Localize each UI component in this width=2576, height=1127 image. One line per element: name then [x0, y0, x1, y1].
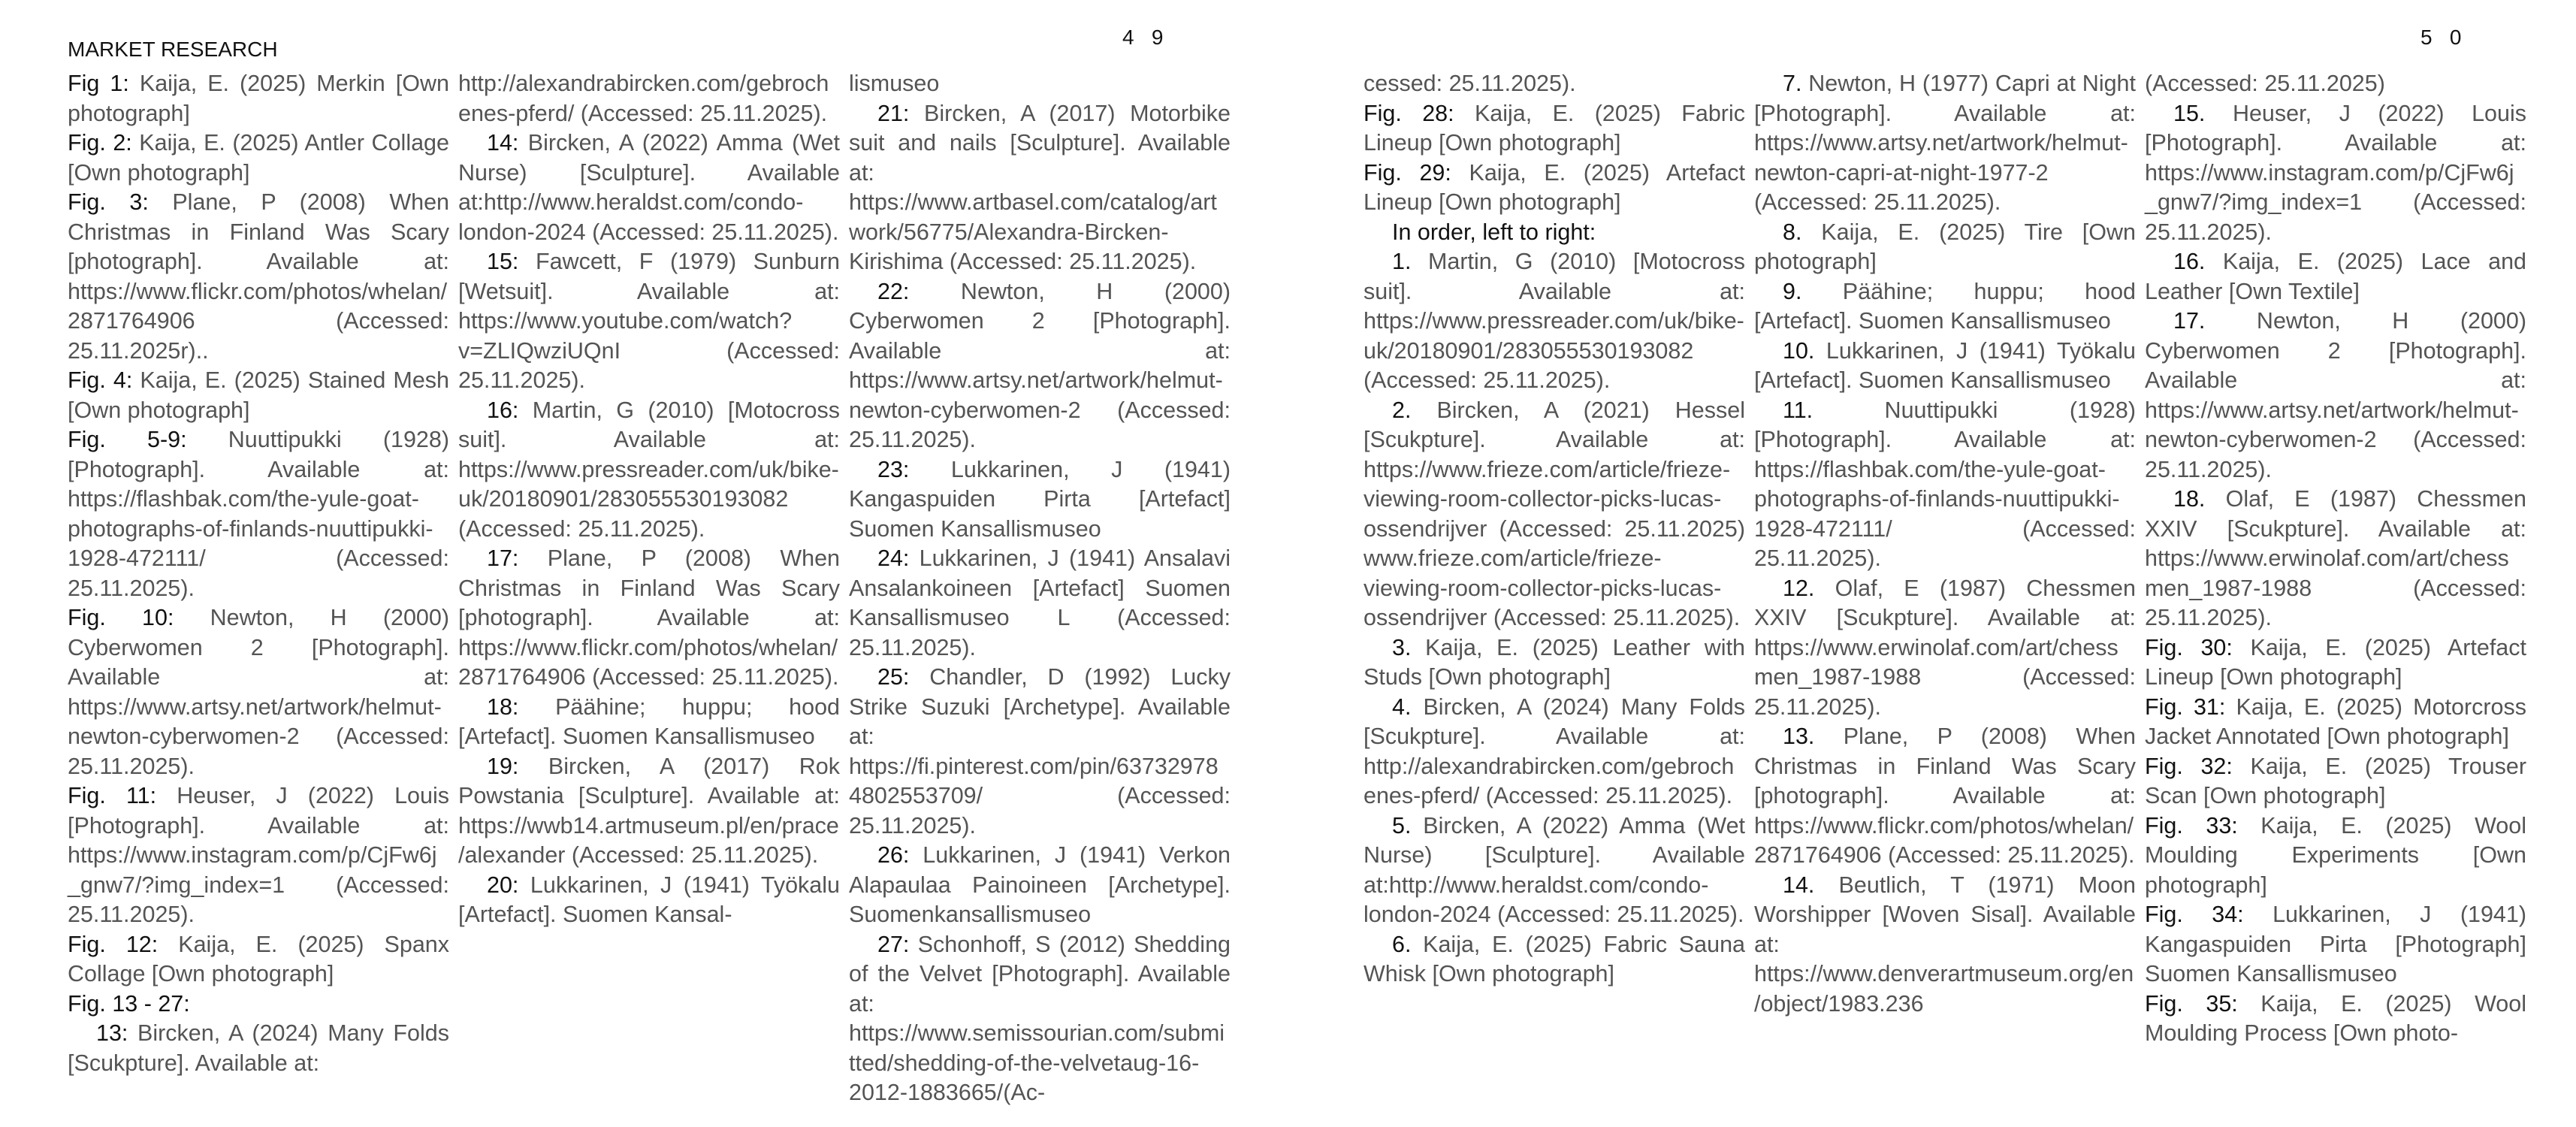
reference-label: 16. [2173, 249, 2206, 274]
reference-text: http://alexandrabircken.com/gebrochenes-pferd/ (Accessed: 25.11.2025). [458, 71, 829, 126]
reference-text: Kaija, E. (2025) Stained Mesh [Own photograph] [68, 367, 449, 423]
reference-text: Kaija, E. (2025) Lace and Leather [Own Textile] [2145, 249, 2526, 304]
reference-text: Kaija, E. (2025) Motorcross Jacket Annotated [Own photograph] [2145, 693, 2526, 749]
reference-column-3 [849, 69, 1231, 1108]
reference-label: Fig. 29: [1363, 159, 1451, 186]
reference-entry [458, 871, 840, 930]
reference-entry [68, 425, 449, 603]
reference-entry [1754, 337, 2136, 396]
reference-text: Lukkarinen, J (1941) Ansalavi Ansalankoineen [Artefact] Suomen Kansallismuseo L (Accessed: 25.11.2025). [849, 545, 1231, 660]
reference-entry [68, 603, 449, 781]
reference-entry [458, 396, 840, 545]
reference-label: 14: [487, 130, 519, 156]
reference-text: Bircken, A (2022) Amma (Wet Nurse) [Sculpture]. Available at:http://www.heraldst.com/condo-london-2024 (Accessed: 25.11.2025). [1363, 812, 1745, 927]
reference-entry [1754, 871, 2136, 1020]
reference-text: Kaija, E. (2025) Wool Moulding Process [Own photo- [2145, 990, 2527, 1046]
reference-label: Fig. 12: [68, 931, 159, 957]
reference-text: Bircken, A (2017) Motorbike suit and nails [Sculpture]. Available at: https://www.artbasel.com/catalog/artwork/56775/Alexandra-Bircken-Kirishima (Accessed: 25.11.2025). [849, 100, 1231, 274]
reference-text: cessed: 25.11.2025). [1363, 71, 1576, 96]
reference-entry [458, 128, 840, 247]
reference-label: Fig 1: [68, 71, 129, 96]
reference-label: 9. [1783, 278, 1802, 304]
reference-entry [849, 663, 1231, 841]
reference-text: Kaija, E. (2025) Merkin [Own photograph] [68, 71, 449, 126]
reference-label: Fig. 32: [2145, 753, 2233, 779]
reference-entry [68, 366, 449, 425]
reference-label: 26: [877, 842, 910, 868]
reference-text: Kaija, E. (2025) Spanx Collage [Own photograph] [68, 931, 450, 987]
left-page-number: 4 9 [1122, 26, 1164, 49]
reference-label: 14. [1783, 872, 1815, 898]
reference-entry [2145, 633, 2526, 693]
reference-entry [849, 99, 1231, 277]
reference-label: Fig. 34: [2145, 902, 2244, 927]
reference-entry [68, 128, 449, 188]
reference-label: 18: [487, 693, 519, 720]
reference-label: 13: [96, 1020, 128, 1046]
reference-entry [2145, 247, 2526, 307]
reference-entry [2145, 99, 2526, 248]
reference-label: 23: [877, 456, 910, 482]
reference-text: Kaija, E. (2025) Artefact Lineup [Own photograph] [1363, 159, 1745, 215]
reference-label: 16: [487, 397, 519, 423]
reference-text: Kaija, E. (2025) Wool Moulding Experiments [Own photograph] [2145, 812, 2527, 898]
reference-label: Fig. 3: [68, 189, 149, 215]
reference-text: Bircken, A (2022) Amma (Wet Nurse) [Sculpture]. Available at:http://www.heraldst.com/condo-london-2024 (Accessed: 25.11.2025). [458, 130, 840, 245]
reference-entry [68, 781, 449, 930]
reference-entry [1754, 218, 2136, 277]
reference-column-6 [2145, 69, 2526, 1049]
reference-label: 10. [1783, 337, 1815, 364]
reference-entry [1754, 277, 2136, 337]
reference-entry [458, 69, 840, 128]
reference-text: Lukkarinen, J (1941) Työkalu [Artefact]. Suomen Kansal- [458, 872, 840, 927]
reference-column-4 [1363, 69, 1745, 990]
reference-text: Bircken, A (2024) Many Folds [Scukpture]. Available at: http://alexandrabircken.com/gebrochenes-pferd/ (Accessed: 25.11.2025). [1363, 693, 1745, 808]
reference-entry [2145, 900, 2526, 990]
reference-text: Beutlich, T (1971) Moon Worshipper [Woven Sisal]. Available at: https://www.denverartmuseum.org/en/object/1983.236 [1754, 872, 2136, 1017]
reference-text: Kaija, E. (2025) Leather with Studs [Own photograph] [1363, 634, 1745, 690]
reference-label: Fig. 31: [2145, 693, 2226, 720]
reference-entry [849, 455, 1231, 545]
reference-label: Fig. 5-9: [68, 427, 187, 452]
reference-text: Lukkarinen, J (1941) Verkon Alapaulaa Painoineen [Archetype]. Suomenkansallismuseo [849, 842, 1231, 927]
reference-entry [2145, 811, 2526, 901]
reference-entry [849, 841, 1231, 930]
reference-text: Newton, H (2000) Cyberwomen 2 [Photograph]. Available at: https://www.artsy.net/artwork/helmut-newton-cyberwomen-2 (Accessed: 25.11.2025). [849, 278, 1231, 452]
reference-entry [1363, 218, 1745, 248]
reference-text: Lukkarinen, J (1941) Työkalu [Artefact]. Suomen Kansallismuseo [1754, 337, 2136, 393]
reference-entry [68, 990, 449, 1020]
reference-text: Schonhoff, S (2012) Shedding of the Velvet [Photograph]. Available at: https://www.semissourian.com/submitted/shedding-of-the-velvetaug-16-2012-1883665/(Ac- [849, 931, 1231, 1105]
reference-text: Heuser, J (2022) Louis [Photograph]. Available at: https://www.instagram.com/p/CjFw6j_gnw7/?img_index=1 (Accessed: 25.11.2025). [2145, 100, 2526, 245]
reference-entry [1363, 693, 1745, 811]
reference-entry [2145, 693, 2526, 752]
reference-text: Kaija, E. (2025) Artefact Lineup [Own photograph] [2145, 634, 2526, 690]
reference-label: 21: [877, 100, 910, 126]
reference-label: Fig. 28: [1363, 100, 1454, 126]
reference-label: 15: [487, 249, 519, 274]
reference-label: 2. [1392, 397, 1412, 423]
reference-entry [1363, 633, 1745, 693]
reference-entry [1754, 396, 2136, 574]
reference-entry [849, 277, 1231, 455]
page-header-title: MARKET RESEARCH [68, 38, 278, 61]
reference-label: Fig. 13 - 27: [68, 990, 190, 1017]
reference-text: Nuuttipukki (1928) [Photograph]. Available at: https://flashbak.com/the-yule-goat-photographs-of-finlands-nuuttipukki-1928-472111/ (Accessed: 25.11.2025). [1754, 397, 2136, 571]
reference-entry [458, 544, 840, 693]
reference-label: 17: [487, 545, 519, 571]
reference-text: Kaija, E. (2025) Tire [Own photograph] [1754, 219, 2136, 274]
reference-text: Bircken, A (2021) Hessel [Scukpture]. Available at: https://www.frieze.com/article/frieze-viewing-room-collector-picks-lucas-ossendrijver (Accessed: 25.11.2025) www.frieze.com/article/frieze-viewing-room-collector-picks-lucas-ossendrijver (Accessed: 25.11.2025). [1363, 397, 1745, 630]
reference-entry [1363, 69, 1745, 99]
reference-text: Kaija, E. (2025) Antler Collage [Own photograph] [68, 130, 449, 186]
reference-label: 20: [487, 872, 519, 898]
reference-entry [1363, 930, 1745, 990]
reference-text: Martin, G (2010) [Motocross suit]. Available at: https://www.pressreader.com/uk/bike-uk/20180901/283055530193082 (Accessed: 25.11.2025). [458, 397, 840, 542]
reference-text: Heuser, J (2022) Louis [Photograph]. Available at: https://www.instagram.com/p/CjFw6j_gnw7/?img_index=1 (Accessed: 25.11.2025). [68, 783, 449, 927]
reference-label: 25: [877, 664, 910, 690]
reference-label: 17. [2173, 308, 2206, 334]
reference-label: 18. [2173, 486, 2206, 512]
reference-entry [2145, 752, 2526, 811]
reference-label: 5. [1392, 812, 1412, 838]
reference-entry [1363, 811, 1745, 930]
reference-label: 12. [1783, 575, 1815, 601]
reference-entry [1754, 722, 2136, 871]
reference-text: Chandler, D (1992) Lucky Strike Suzuki [Archetype]. Available at: https://fi.pinterest.com/pin/637329784802553709/ (Accessed: 25.11.2025). [849, 664, 1231, 838]
reference-text: Päähine; huppu; hood [Artefact]. Suomen Kansallismuseo [1754, 278, 2136, 334]
reference-entry [1363, 247, 1745, 396]
reference-entry [849, 544, 1231, 663]
reference-entry [849, 930, 1231, 1108]
reference-column-2 [458, 69, 840, 930]
reference-text: Fawcett, F (1979) Sunburn [Wetsuit]. Available at: https://www.youtube.com/watch?v=ZLIQwziUQnI (Accessed: 25.11.2025). [458, 249, 840, 393]
reference-label: 22: [877, 278, 910, 304]
reference-text: Kaija, E. (2025) Fabric Lineup [Own photograph] [1363, 100, 1745, 156]
right-page-number: 5 0 [2420, 26, 2462, 49]
reference-label: 3. [1392, 634, 1412, 660]
reference-column-5 [1754, 69, 2136, 1019]
reference-entry [1363, 396, 1745, 633]
reference-label: 1. [1392, 249, 1412, 274]
reference-entry [458, 693, 840, 752]
reference-text: Lukkarinen, J (1941) Kangaspuiden Pirta [Artefact] Suomen Kansallismuseo [849, 456, 1231, 542]
reference-text: Olaf, E (1987) Chessmen XXIV [Scukpture]. Available at: https://www.erwinolaf.com/art/chessmen_1987-1988 (Accessed: 25.11.2025). [2145, 486, 2526, 630]
reference-text: lismuseo [849, 71, 940, 96]
reference-text: Newton, H (2000) Cyberwomen 2 [Photograph]. Available at: https://www.artsy.net/artwork/helmut-newton-cyberwomen-2 (Accessed: 25.11.2025). [2145, 308, 2526, 482]
reference-label: 15. [2173, 100, 2206, 126]
reference-entry [458, 247, 840, 396]
reference-text: Bircken, A (2024) Many Folds [Scukpture]. Available at: [68, 1020, 449, 1076]
reference-label: Fig. 10: [68, 605, 174, 630]
reference-label: 4. [1392, 693, 1412, 720]
reference-text: Newton, H (1977) Capri at Night [Photograph]. Available at: https://www.artsy.net/artwork/helmut-newton-capri-at-night-1977-2 (Accessed: 25.11.2025). [1754, 71, 2136, 215]
reference-text: Plane, P (2008) When Christmas in Finland Was Scary [photograph]. Available at: https://www.flickr.com/photos/whelan/2871764906 (Accessed: 25.11.2025r).. [68, 189, 449, 364]
reference-text: Olaf, E (1987) Chessmen XXIV [Scukpture]. Available at: https://www.erwinolaf.com/art/chessmen_1987-1988 (Accessed: 25.11.2025). [1754, 575, 2136, 720]
reference-text: Lukkarinen, J (1941) Kangaspuiden Pirta [Photograph] Suomen Kansallismuseo [2145, 902, 2526, 987]
reference-entry [68, 1019, 449, 1078]
reference-text: Plane, P (2008) When Christmas in Finland Was Scary [photograph]. Available at: https://www.flickr.com/photos/whelan/2871764906 (Accessed: 25.11.2025). [458, 545, 840, 690]
reference-entry [849, 69, 1231, 99]
reference-label: In order, left to right: [1392, 219, 1596, 245]
reference-entry [1754, 69, 2136, 218]
reference-entry [2145, 485, 2526, 633]
reference-text: Plane, P (2008) When Christmas in Finland Was Scary [photograph]. Available at: https://www.flickr.com/photos/whelan/2871764906 (Accessed: 25.11.2025). [1754, 724, 2136, 868]
reference-label: Fig. 4: [68, 367, 133, 393]
reference-label: Fig. 35: [2145, 990, 2238, 1017]
reference-entry [458, 752, 840, 871]
reference-entry [1754, 574, 2136, 723]
reference-label: 6. [1392, 931, 1412, 957]
reference-label: Fig. 30: [2145, 634, 2233, 660]
reference-entry [1363, 159, 1745, 218]
reference-text: Nuuttipukki (1928) [Photograph]. Available at: https://flashbak.com/the-yule-goat-photographs-of-finlands-nuuttipukki-1928-472111/ (Accessed: 25.11.2025). [68, 427, 449, 601]
reference-text: Bircken, A (2017) Rok Powstania [Sculpture]. Available at: https://wwb14.artmuseum.pl/en/prace/alexander (Accessed: 25.11.2025). [458, 753, 840, 868]
reference-label: 8. [1783, 219, 1802, 245]
reference-text: Martin, G (2010) [Motocross suit]. Available at: https://www.pressreader.com/uk/bike-uk/20180901/283055530193082 (Accessed: 25.11.2025). [1363, 249, 1745, 393]
reference-entry [68, 188, 449, 366]
reference-label: Fig. 2: [68, 130, 132, 156]
reference-entry [2145, 69, 2526, 99]
reference-entry [68, 930, 449, 990]
reference-entry [1363, 99, 1745, 159]
reference-entry [2145, 307, 2526, 485]
reference-text: Newton, H (2000) Cyberwomen 2 [Photograph]. Available at: https://www.artsy.net/artwork/helmut-newton-cyberwomen-2 (Accessed: 25.11.2025). [68, 605, 450, 779]
reference-text: Päähine; huppu; hood [Artefact]. Suomen Kansallismuseo [458, 693, 840, 749]
reference-text: Kaija, E. (2025) Trouser Scan [Own photograph] [2145, 753, 2526, 808]
reference-text: Kaija, E. (2025) Fabric Sauna Whisk [Own photograph] [1363, 931, 1745, 987]
reference-text: (Accessed: 25.11.2025) [2145, 71, 2385, 96]
reference-column-1 [68, 69, 449, 1078]
reference-label: 19: [487, 753, 519, 779]
reference-label: 27: [877, 931, 910, 957]
reference-label: 24: [877, 545, 910, 571]
reference-label: 13. [1783, 724, 1815, 749]
reference-label: 7. [1783, 71, 1802, 96]
reference-label: Fig. 33: [2145, 812, 2238, 838]
reference-label: 11. [1783, 397, 1813, 423]
reference-entry [68, 69, 449, 128]
reference-label: Fig. 11: [68, 783, 157, 808]
reference-entry [2145, 990, 2526, 1049]
